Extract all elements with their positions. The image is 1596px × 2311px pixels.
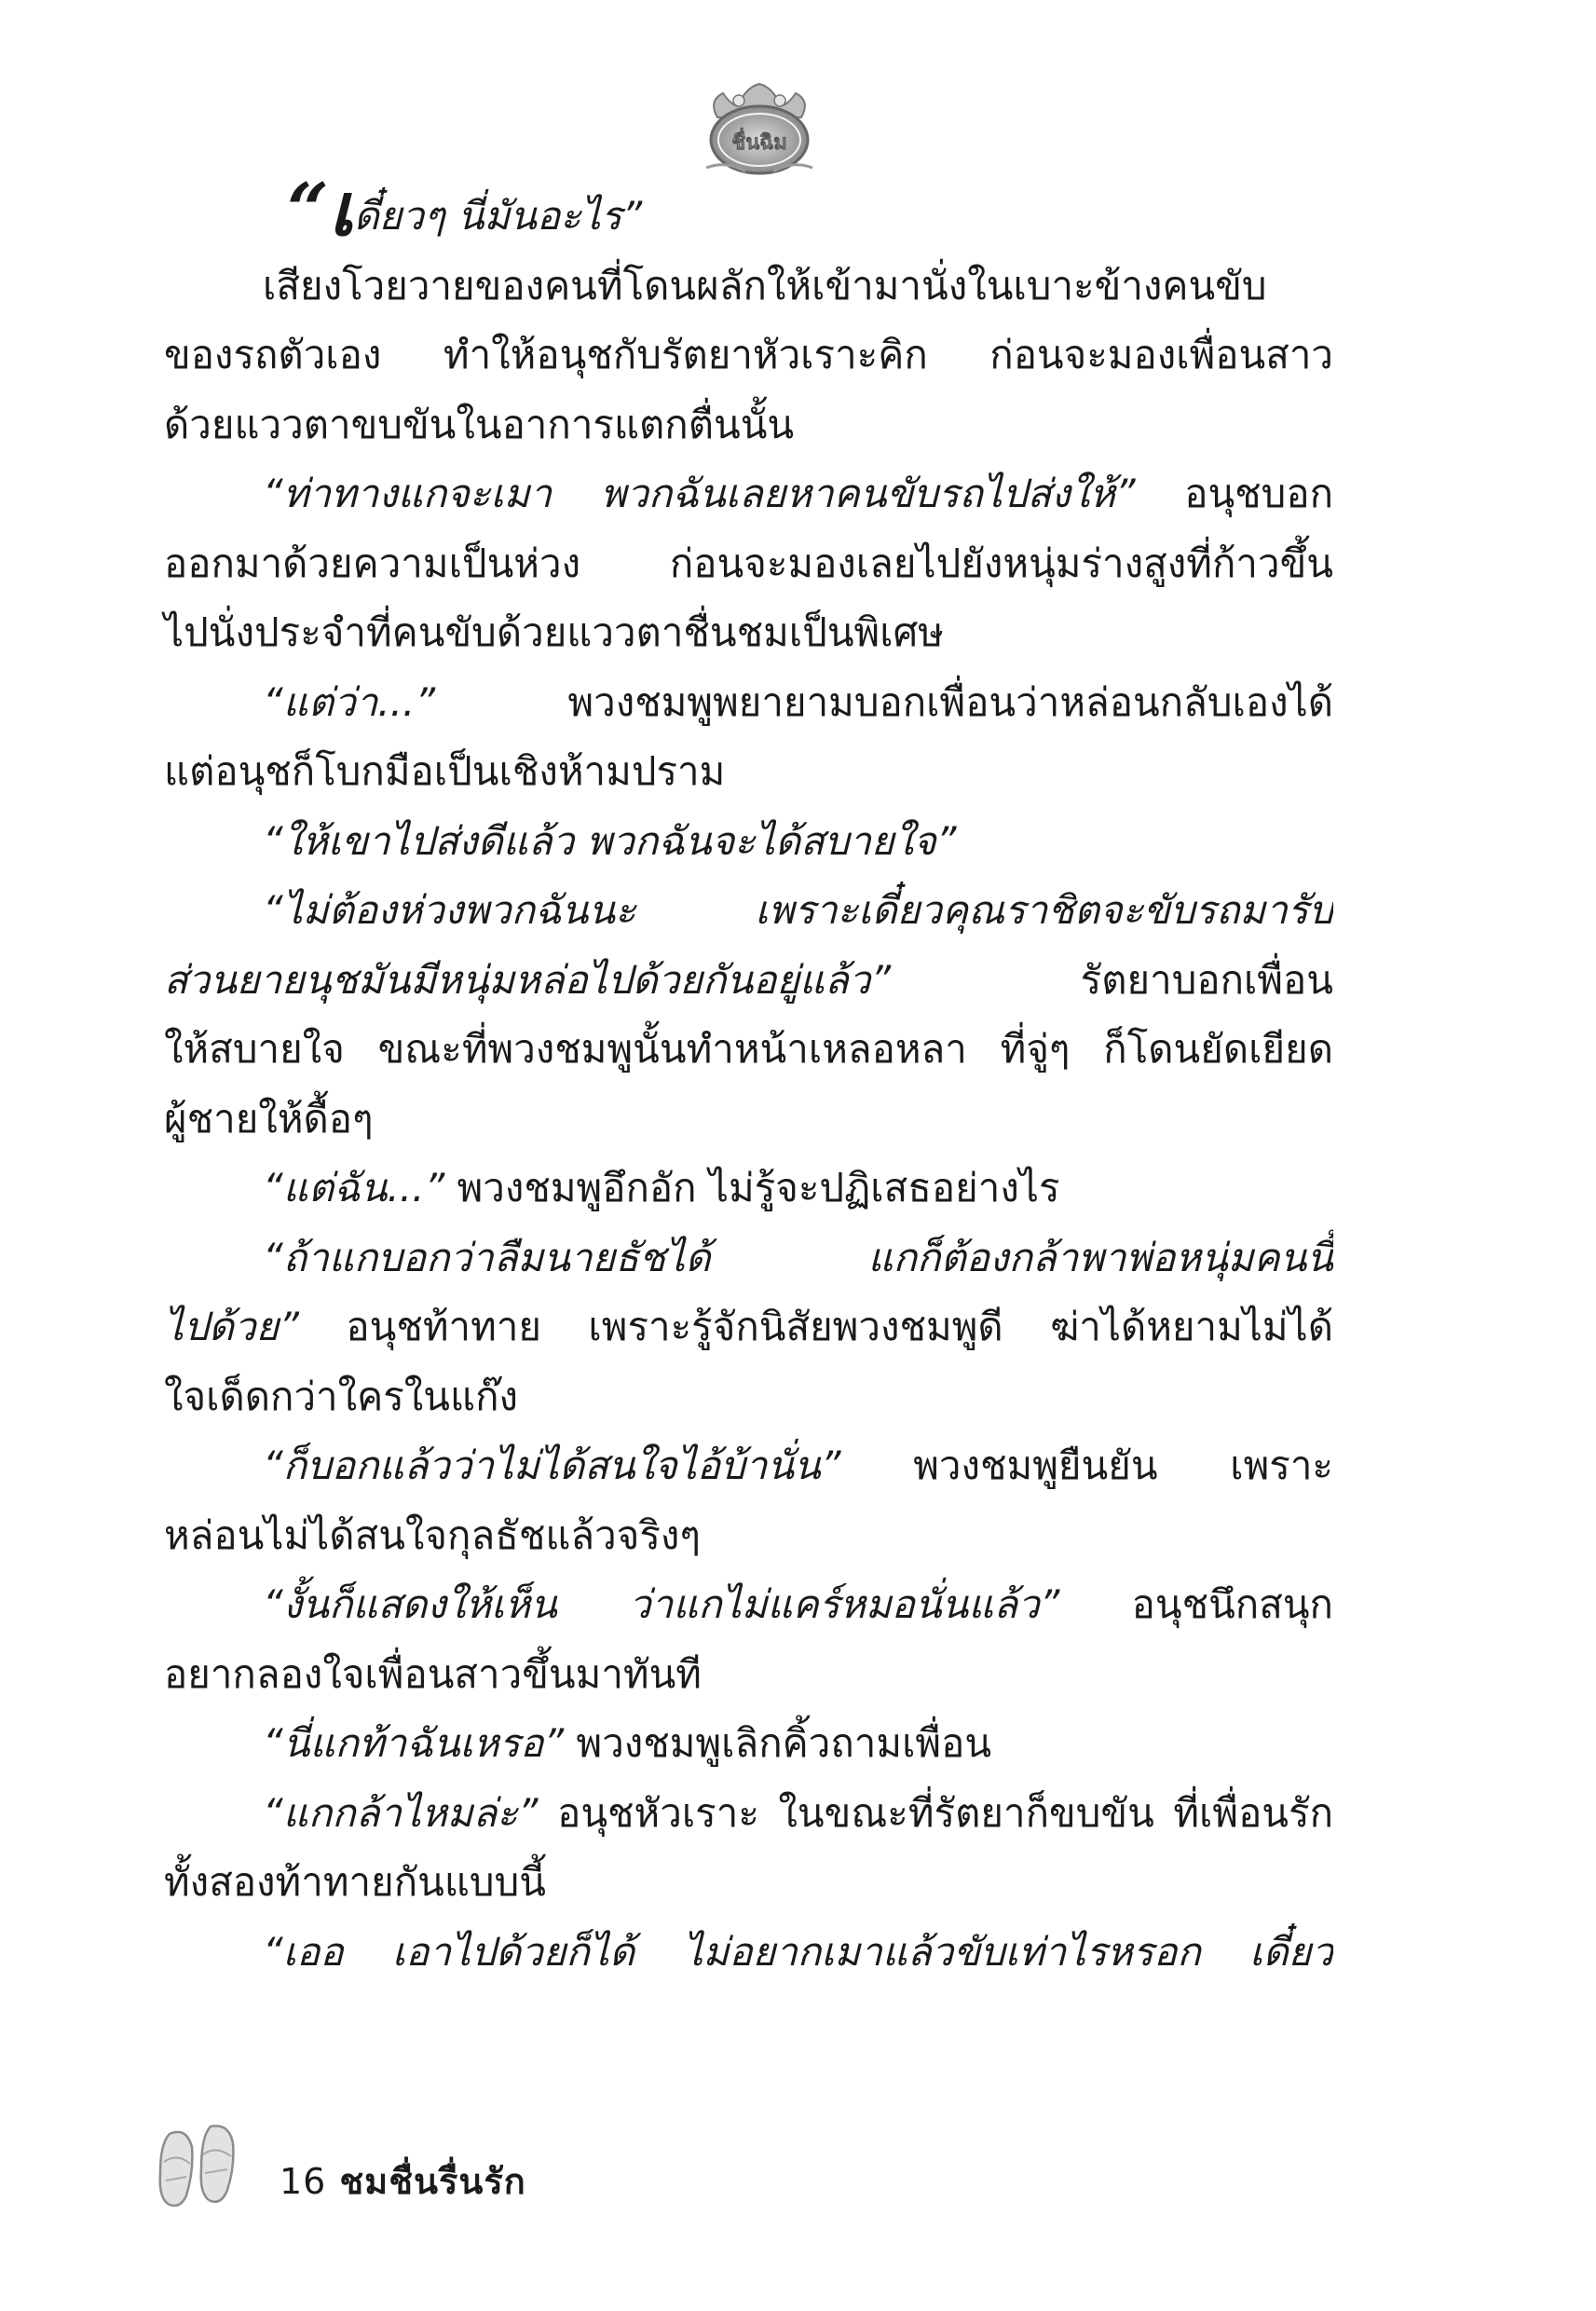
paragraph-line: “ถ้าแกบอกว่าลืมนายธัชได้ แกก็ต้องกล้าพาพ่อหนุ่มคนนี้ xyxy=(263,1234,1333,1280)
paragraph-line: ไปด้วย” อนุชท้าทาย เพราะรู้จักนิสัยพวงชมพูดี ฆ่าได้หยามไม่ได้ xyxy=(164,1304,1333,1349)
page-number: 16 xyxy=(280,2161,327,2202)
paragraph-line: “แต่ฉัน...” พวงชมพูอึกอัก ไม่รู้จะปฏิเสธอย่างไร xyxy=(263,1165,1060,1210)
footer-caption xyxy=(280,2153,526,2209)
paragraph-line: ให้สบายใจ ขณะที่พวงชมพูนั้นทำหน้าเหลอหลา ที่จู่ๆ ก็โดนยัดเยียด xyxy=(164,1026,1333,1072)
paragraph-line: “แกกล้าไหมล่ะ” อนุชหัวเราะ ในขณะที่รัตยาก็ขบขัน ที่เพื่อนรัก xyxy=(263,1789,1333,1836)
paragraph-line: ไปนั่งประจำที่คนขับด้วยแววตาชื่นชมเป็นพิเศษ xyxy=(164,609,944,655)
paragraph-line: “ให้เขาไปส่งดีแล้ว พวกฉันจะได้สบายใจ” xyxy=(263,817,957,864)
paragraph-line: “ท่าทางแกจะเมา พวกฉันเลยหาคนขับรถไปส่งให้” อนุชบอก xyxy=(263,471,1333,516)
paragraph-line: “งั้นก็แสดงให้เห็น ว่าแกไม่แคร์หมอนั่นแล้ว” อนุชนึกสนุก xyxy=(263,1581,1333,1627)
header-logo-icon xyxy=(689,63,829,185)
paragraph-line: “ไม่ต้องห่วงพวกฉันนะ เพราะเดี๋ยวคุณราชิตจะขับรถมารับ xyxy=(263,887,1333,933)
book-title: ชมชื่นรื่นรัก xyxy=(339,2161,526,2202)
paragraph-line: ผู้ชายให้ดื้อๆ xyxy=(164,1095,374,1142)
paragraph-line: “เออ เอาไปด้วยก็ได้ ไม่อยากเมาแล้วขับเท่าไรหรอก เดี๋ยว xyxy=(263,1928,1333,1975)
svg-text:ชื่นฉิม: ชื่นฉิม xyxy=(731,131,787,155)
paragraph-line: “ก็บอกแล้วว่าไม่ได้สนใจไอ้บ้านั่น” พวงชมพูยืนยัน เพราะ xyxy=(263,1443,1333,1488)
paragraph-line: อยากลองใจเพื่อนสาวขึ้นมาทันที xyxy=(164,1650,702,1697)
paragraph-line: ออกมาด้วยความเป็นห่วง ก่อนจะมองเลยไปยังหนุ่มร่างสูงที่ก้าวขึ้น xyxy=(164,540,1333,586)
paragraph-line: ส่วนยายนุชมันมีหนุ่มหล่อไปด้วยกันอยู่แล้ว” รัตยาบอกเพื่อน xyxy=(164,956,1333,1003)
paragraph-line: ของรถตัวเอง ทำให้อนุชกับรัตยาหัวเราะคิก ก่อนจะมองเพื่อนสาว xyxy=(164,332,1333,377)
paragraph-line: ทั้งสองท้าทายกันแบบนี้ xyxy=(164,1859,546,1905)
paragraph-line: แต่อนุชก็โบกมือเป็นเชิงห้ามปราม xyxy=(164,748,726,794)
paragraph-line: “แต่ว่า...” พวงชมพูพยายามบอกเพื่อนว่าหล่อนกลับเองได้ xyxy=(263,678,1333,725)
paragraph-line: ใจเด็ดกว่าใครในแก๊ง xyxy=(164,1373,519,1419)
page-footer xyxy=(149,2115,801,2218)
paragraph-line: เสียงโวยวายของคนที่โดนผลักให้เข้ามานั่งในเบาะข้างคนขับ xyxy=(263,262,1267,308)
slippers-icon xyxy=(149,2115,252,2218)
body-text xyxy=(164,168,1333,1987)
paragraph-line: “เดี๋ยวๆ นี่มันอะไร” xyxy=(287,168,643,253)
paragraph-line: ด้วยแววตาขบขันในอาการแตกตื่นนั้น xyxy=(164,401,795,447)
paragraph-line: หล่อนไม่ได้สนใจกุลธัชแล้วจริงๆ xyxy=(164,1511,701,1558)
drop-cap: “เ xyxy=(287,168,354,253)
paragraph-line: “นี่แกท้าฉันเหรอ” พวงชมพูเลิกคิ้วถามเพื่อน xyxy=(263,1720,992,1766)
